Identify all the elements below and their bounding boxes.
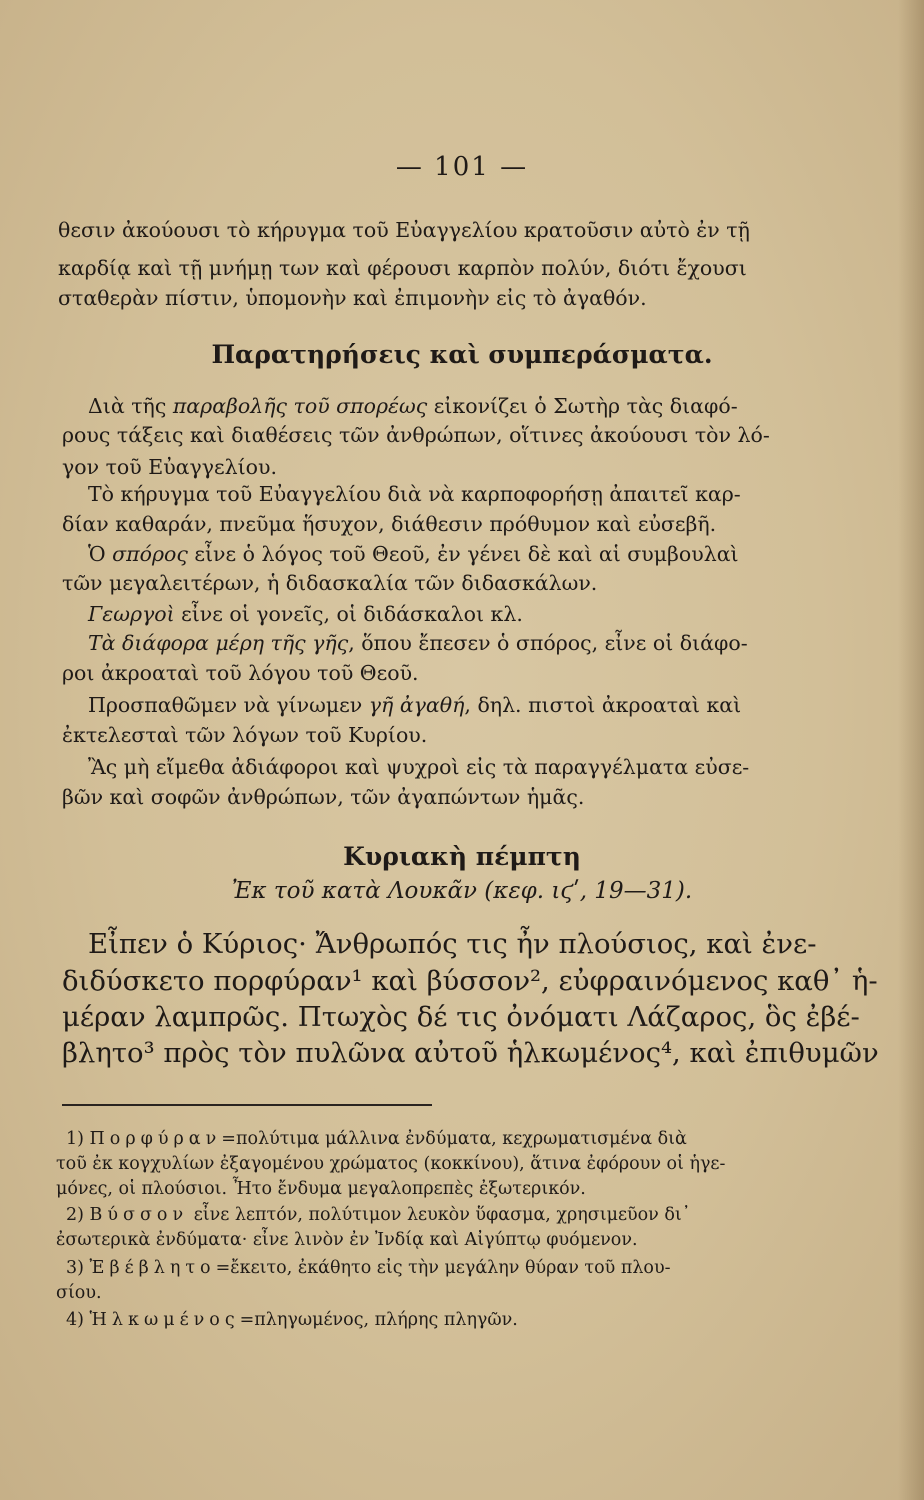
paragraph-line: δίαν καθαράν, πνεῦμα ἥσυχον, διάθεσιν πρόθυμον καὶ εὐσεβῆ.: [62, 512, 717, 536]
footnote-4: 4) Ἡλκωμένος=πληγωμένος, πλήρης πληγῶν.: [66, 1310, 518, 1330]
paragraph-line: ἐκτελεσταὶ τῶν λόγων τοῦ Κυρίου.: [62, 723, 428, 747]
paragraph-line: γον τοῦ Εὐαγγελίου.: [62, 455, 277, 479]
footnote-1-cont: μόνες, οἱ πλούσιοι. Ἦτο ἔνδυμα μεγαλοπρεπὲς ἐξωτερικόν.: [56, 1179, 586, 1199]
paragraph-line: Ὁ σπόρος εἶνε ὁ λόγος τοῦ Θεοῦ, ἐν γένει δὲ καὶ αἱ συμβουλαὶ: [88, 542, 739, 566]
paragraph-line: Προσπαθῶμεν νὰ γίνωμεν γῆ ἀγαθή, δηλ. πιστοὶ ἀκροαταὶ καὶ: [88, 693, 742, 717]
page-edge-shadow: [898, 0, 924, 1500]
footnote-1-cont: τοῦ ἐκ κογχυλίων ἐξαγομένου χρώματος (κοκκίνου), ἅτινα ἐφόρουν οἱ ἡγε-: [56, 1154, 726, 1174]
gospel-line-4: βλητο³ πρὸς τὸν πυλῶνα αὐτοῦ ἡλκωμένος⁴, καὶ ἐπιθυμῶν: [62, 1037, 879, 1069]
gospel-line-1: Εἶπεν ὁ Κύριος· Ἄνθρωπός τις ἦν πλούσιος, καὶ ἐνε-: [88, 928, 817, 960]
paragraph-line: Γεωργοὶ εἶνε οἱ γονεῖς, οἱ διδάσκαλοι κλ.: [88, 602, 523, 626]
footnote-2: 2) Βύσσον εἶνε λεπτόν, πολύτιμον λευκὸν ὕφασμα, χρησιμεῦον δι᾿: [66, 1205, 691, 1225]
intro-line-2: καρδίᾳ καὶ τῇ μνήμῃ των καὶ φέρουσι καρπὸν πολύν, διότι ἔχουσι: [58, 256, 747, 280]
gospel-reference: Ἐκ τοῦ κατὰ Λουκᾶν (κεφ. ιϛʹ, 19—31).: [231, 878, 693, 904]
section-heading-fifth-sunday: Κυριακὴ πέμπτη: [343, 842, 581, 871]
page-number: — 101 —: [395, 152, 529, 182]
paragraph-line: Τὸ κήρυγμα τοῦ Εὐαγγελίου διὰ νὰ καρποφορήσῃ ἀπαιτεῖ καρ-: [88, 482, 741, 506]
footnote-3-cont: σίου.: [56, 1283, 102, 1303]
paragraph-line: τῶν μεγαλειτέρων, ἡ διδασκαλία τῶν διδασκάλων.: [62, 571, 598, 595]
paragraph-line: Τὰ διάφορα μέρη τῆς γῆς, ὅπου ἔπεσεν ὁ σπόρος, εἶνε οἱ διάφο-: [88, 631, 748, 655]
gospel-line-2: διδύσκετο πορφύραν¹ καὶ βύσσον², εὐφραινόμενος καθ᾿ ἡ-: [62, 965, 878, 997]
paragraph-line: Ἂς μὴ εἴμεθα ἀδιάφοροι καὶ ψυχροὶ εἰς τὰ παραγγέλματα εὐσε-: [88, 755, 750, 779]
footnote-divider: [62, 1104, 432, 1106]
footnote-2-cont: ἐσωτερικὰ ἐνδύματα· εἶνε λινὸν ἐν Ἰνδίᾳ καὶ Αἰγύπτῳ φυόμενον.: [56, 1230, 638, 1250]
section-heading-observations: Παρατηρήσεις καὶ συμπεράσματα.: [211, 340, 713, 369]
gospel-line-3: μέραν λαμπρῶς. Πτωχὸς δέ τις ὀνόματι Λάζαρος, ὃς ἐβέ-: [62, 1001, 860, 1033]
footnote-3: 3) Ἐβέβλητο=ἔκειτο, ἐκάθητο εἰς τὴν μεγάλην θύραν τοῦ πλου-: [66, 1258, 671, 1278]
intro-line-1: θεσιν ἀκούουσι τὸ κήρυγμα τοῦ Εὐαγγελίου κρατοῦσιν αὐτὸ ἐν τῇ: [58, 218, 750, 242]
paragraph-line: ρους τάξεις καὶ διαθέσεις τῶν ἀνθρώπων, οἵτινες ἀκούουσι τὸν λό-: [62, 423, 770, 447]
intro-line-3: σταθερὰν πίστιν, ὑπομονὴν καὶ ἐπιμονὴν εἰς τὸ ἀγαθόν.: [58, 286, 647, 310]
paragraph-line: βῶν καὶ σοφῶν ἀνθρώπων, τῶν ἀγαπώντων ἡμᾶς.: [62, 785, 585, 809]
footnote-1: 1) Πορφύραν=πολύτιμα μάλλινα ἐνδύματα, κεχρωματισμένα διὰ: [66, 1129, 687, 1149]
paragraph-line: ροι ἀκροαταὶ τοῦ λόγου τοῦ Θεοῦ.: [62, 661, 419, 685]
paragraph-line: Διὰ τῆς παραβολῆς τοῦ σπορέως εἰκονίζει ὁ Σωτὴρ τὰς διαφό-: [88, 394, 738, 418]
